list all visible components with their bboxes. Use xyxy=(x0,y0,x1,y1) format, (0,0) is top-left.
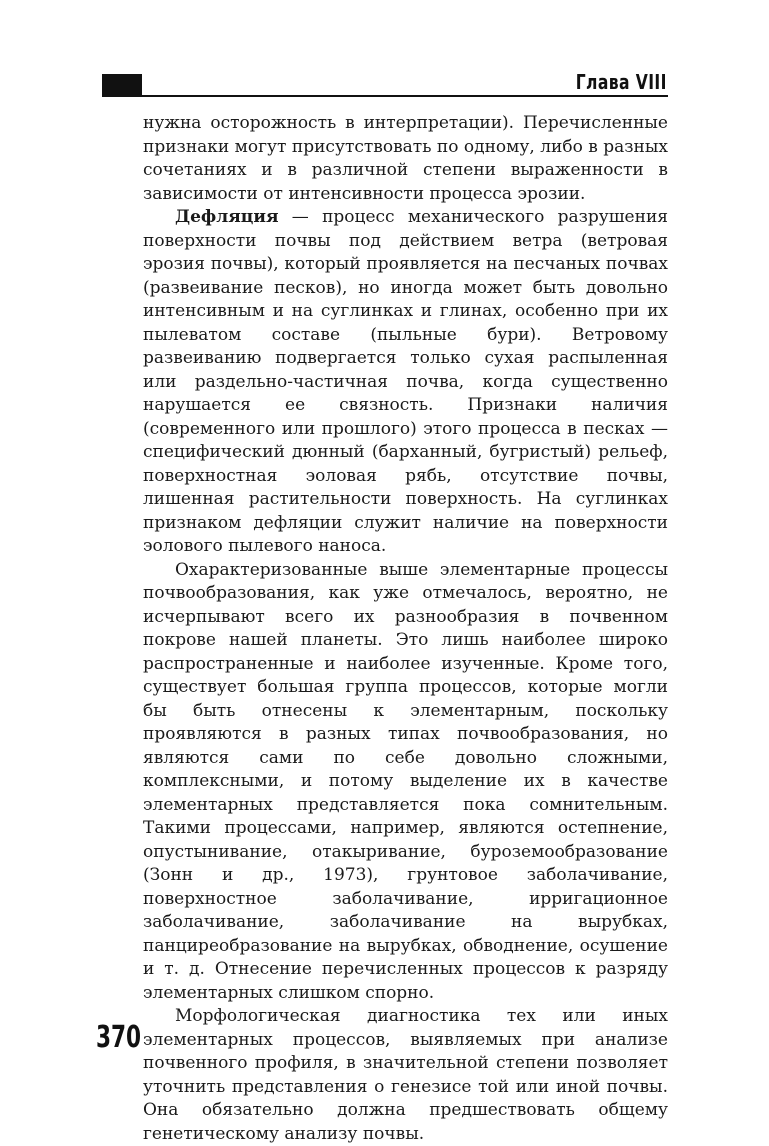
paragraph-3: Охарактеризованные выше элементарные процессы почвообразования, как уже отмечалось, вероятно, не исчерпывают всего их разнообразия в почвенном покрове нашей планеты. Это лишь наиболее широко распространенные и наиболее изученные. Кроме того, существует большая группа процессов, которые могли бы быть отнесены к элементарным, поскольку проявляются в разных типах почвообразования, но являются сами по себе довольно сложными, комплексными, и потому выделение их в качестве элементарных представляется пока сомнительным. Такими процессами, например, являются остепнение, опустынивание, отакыривание, буроземообразование (Зонн и др., 1973), грунтовое заболачивание, поверхностное заболачивание, ирригационное заболачивание, заболачивание на вырубках, панциреобразование на вырубках, обводнение, осушение и т. д. Отнесение перечисленных процессов к разряду элементарных слишком спорно. xyxy=(143,559,668,1003)
running-head-rule xyxy=(102,95,668,97)
chapter-label: Глава VIII xyxy=(575,70,667,94)
running-head-block xyxy=(102,74,142,96)
paragraph-1: нужна осторожность в интерпретации). Перечисленные признаки могут присутствовать по одному, либо в разных сочетаниях и в различной степени выраженности в зависимости от интенсивности процесса эрозии. xyxy=(143,113,668,204)
term-deflation: Дефляция xyxy=(175,207,279,227)
body-text xyxy=(143,112,668,1146)
page-number: 370 xyxy=(96,1020,142,1055)
paragraph-4: Морфологическая диагностика тех или иных элементарных процессов, выявляемых при анализе почвенного профиля, в значительной степени позволяет уточнить представления о генезисе той или иной почвы. Она обязательно должна предшествовать общему генетическому анализу почвы. xyxy=(143,1006,668,1144)
paragraph-2-body: — процесс механического разрушения поверхности почвы под действием ветра (ветровая эрозия почвы), который проявляется на песчаных почвах (развеивание песков), но иногда может быть довольно интенсивным и на суглинках и глинах, особенно при их пылеватом составе (пыльные бури). Ветровому развеиванию подвергается только сухая распыленная или раздельно-частичная почва, когда существенно нарушается ее связность. Признаки наличия (современного или прошлого) этого процесса в песках — специфический дюнный (барханный, бугристый) рельеф, поверхностная эоловая рябь, отсутствие почвы, лишенная растительности поверхность. На суглинках признаком дефляции служит наличие на поверхности эолового пылевого наноса. xyxy=(143,207,668,556)
paragraph-2 xyxy=(143,206,668,559)
